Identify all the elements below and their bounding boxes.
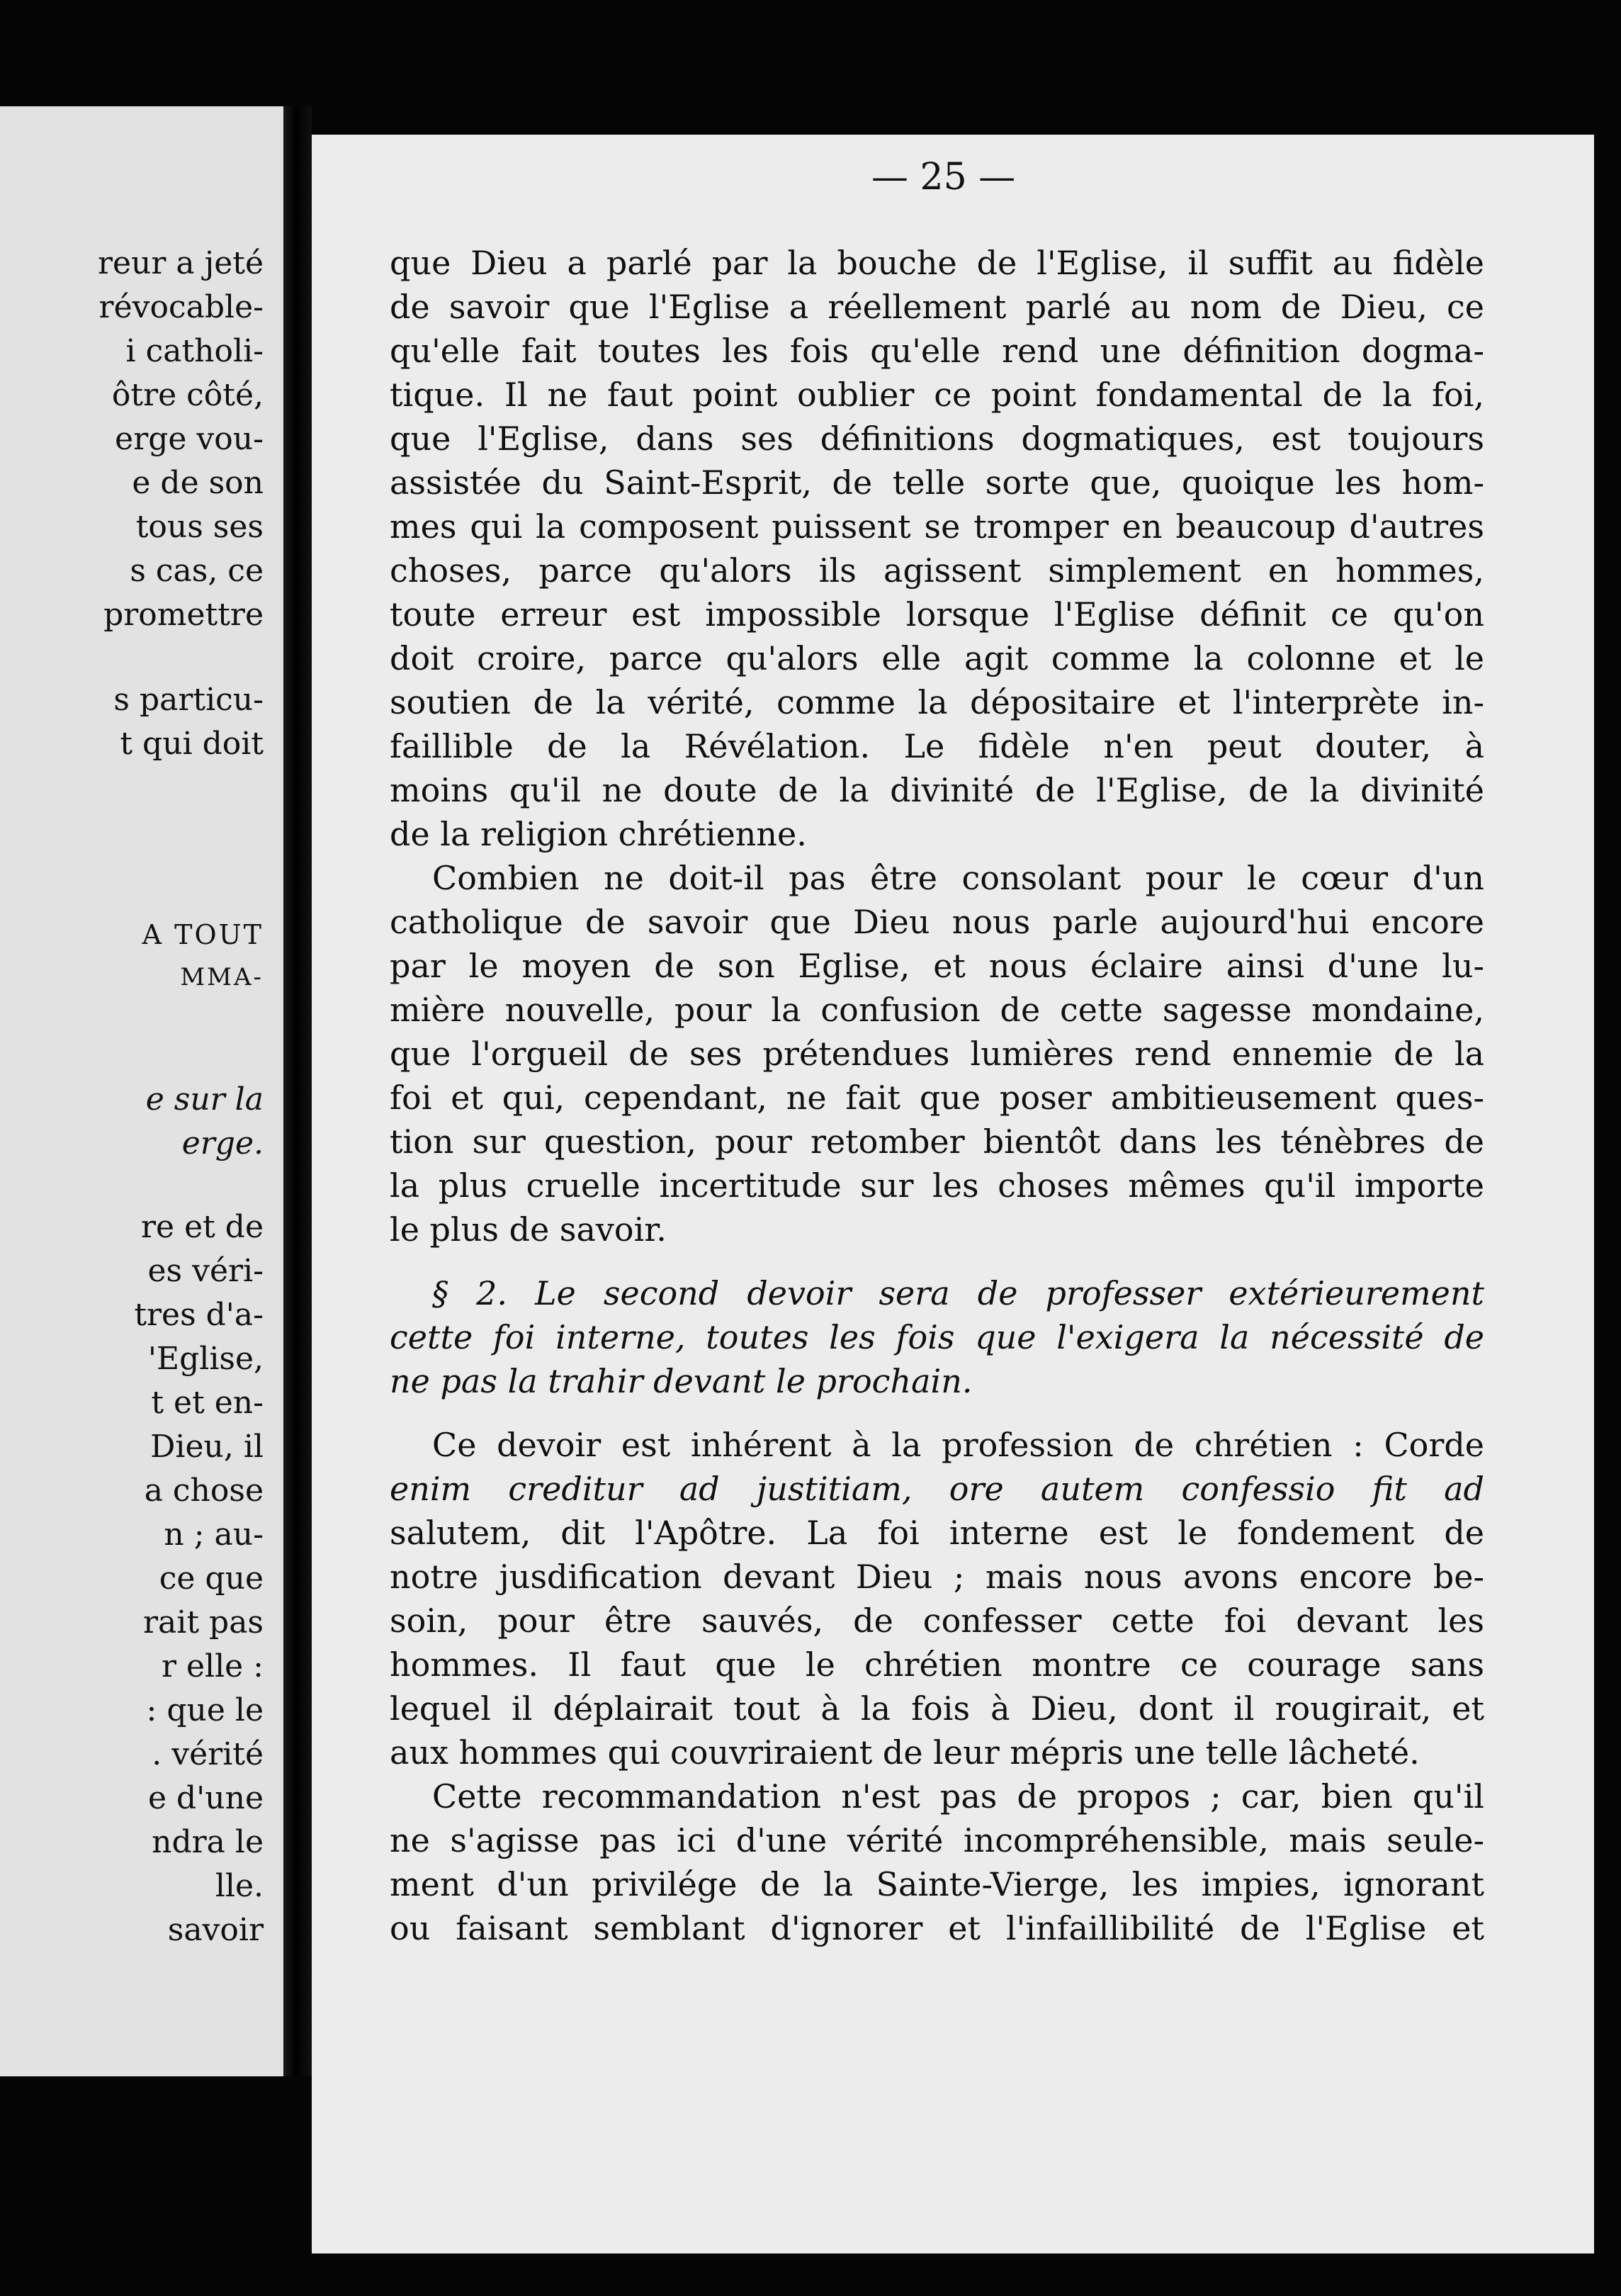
left-line: r elle :	[161, 1648, 264, 1684]
text-line: enim creditur ad justitiam, ore autem confessio fit ad	[390, 1470, 1484, 1508]
left-line: savoir	[167, 1912, 264, 1948]
left-line: i catholi-	[125, 333, 264, 369]
text-line: de la religion chrétienne.	[390, 815, 807, 853]
left-line-heading: MMA-	[180, 963, 264, 991]
text-line: aux hommes qui couvriraient de leur mépris une telle lâcheté.	[390, 1733, 1420, 1772]
text-line: notre jusdification devant Dieu ; mais nous avons encore be-	[390, 1558, 1484, 1596]
left-line: ôtre côté,	[111, 377, 264, 413]
left-line-italic: e sur la	[145, 1081, 264, 1118]
left-line: 'Eglise,	[147, 1341, 264, 1377]
text-line: que l'Eglise, dans ses définitions dogmatiques, est toujours	[390, 420, 1484, 458]
left-line: promettre	[103, 597, 264, 633]
text-line: de savoir que l'Eglise a réellement parlé au nom de Dieu, ce	[390, 288, 1484, 326]
text-line: qu'elle fait toutes les fois qu'elle rend une définition dogma-	[390, 332, 1484, 370]
left-line: s cas, ce	[130, 553, 264, 589]
left-line: tous ses	[135, 509, 264, 545]
right-page	[312, 135, 1594, 2253]
page-number: — 25 —	[871, 156, 1016, 198]
left-line: ndra le	[152, 1824, 264, 1860]
left-line: ce que	[159, 1560, 264, 1597]
text-line: ou faisant semblant d'ignorer et l'infaillibilité de l'Eglise et	[390, 1909, 1484, 1947]
text-line: Combien ne doit-il pas être consolant pour le cœur d'un	[432, 859, 1484, 897]
paragraph	[390, 856, 1484, 1251]
paragraph	[390, 1423, 1484, 1774]
left-line: tres d'a-	[134, 1297, 264, 1333]
left-line: e d'une	[147, 1780, 264, 1816]
text-line: tion sur question, pour retomber bientôt dans les ténèbres de	[390, 1122, 1484, 1161]
left-line: re et de	[141, 1209, 264, 1245]
left-line: . vérité	[152, 1736, 264, 1772]
text-line: foi et qui, cependant, ne fait que poser ambitieusement ques-	[390, 1079, 1484, 1117]
text-line: que Dieu a parlé par la bouche de l'Eglise, il suffit au fidèle	[390, 244, 1484, 282]
book-gutter	[283, 106, 312, 2076]
left-line: lle.	[215, 1868, 264, 1904]
section-heading	[390, 1271, 1484, 1403]
left-line: révocable-	[98, 289, 264, 325]
paragraph	[390, 1774, 1484, 1950]
text-line: assistée du Saint-Esprit, de telle sorte que, quoique les hom-	[390, 463, 1484, 502]
text-line: par le moyen de son Eglise, et nous éclaire ainsi d'une lu-	[390, 947, 1484, 985]
left-line: Dieu, il	[150, 1429, 264, 1465]
page-body	[390, 241, 1484, 1950]
text-line: que l'orgueil de ses prétendues lumières rend ennemie de la	[390, 1035, 1484, 1073]
text-line: Ce devoir est inhérent à la profession de chrétien : Corde	[432, 1426, 1484, 1464]
left-line: e de son	[132, 465, 264, 501]
left-line: es véri-	[147, 1253, 264, 1289]
text-line: salutem, dit l'Apôtre. La foi interne est le fondement de	[390, 1514, 1484, 1552]
text-line: Cette recommandation n'est pas de propos ; car, bien qu'il	[432, 1777, 1484, 1816]
paragraph	[390, 241, 1484, 856]
text-line: mes qui la composent puissent se tromper en beaucoup d'autres	[390, 507, 1484, 546]
text-line: le plus de savoir.	[390, 1210, 667, 1249]
text-line: ment d'un privilége de la Sainte-Vierge, les impies, ignorant	[390, 1865, 1484, 1903]
text-line: catholique de savoir que Dieu nous parle aujourd'hui encore	[390, 903, 1484, 941]
text-line: soin, pour être sauvés, de confesser cette foi devant les	[390, 1602, 1484, 1640]
left-line-heading: A TOUT	[142, 919, 264, 950]
left-line: t et en-	[151, 1385, 264, 1421]
text-line: mière nouvelle, pour la confusion de cette sagesse mondaine,	[390, 991, 1484, 1029]
text-line: § 2. Le second devoir sera de professer extérieurement	[432, 1274, 1484, 1312]
left-line: t qui doit	[120, 726, 264, 762]
left-line: erge vou-	[115, 421, 264, 457]
text-line: la plus cruelle incertitude sur les choses mêmes qu'il importe	[390, 1166, 1484, 1205]
left-line: n ; au-	[164, 1516, 264, 1553]
left-line: rait pas	[143, 1604, 264, 1641]
text-line: faillible de la Révélation. Le fidèle n'en peut douter, à	[390, 727, 1484, 765]
text-line: toute erreur est impossible lorsque l'Eglise définit ce qu'on	[390, 595, 1484, 634]
text-line: moins qu'il ne doute de la divinité de l'Eglise, de la divinité	[390, 771, 1484, 809]
text-line: ne pas la trahir devant le prochain.	[390, 1362, 973, 1400]
text-line: tique. Il ne faut point oublier ce point fondamental de la foi,	[390, 376, 1484, 414]
text-line: doit croire, parce qu'alors elle agit comme la colonne et le	[390, 639, 1484, 677]
left-page-fragment	[0, 106, 283, 2076]
left-line-italic: erge.	[181, 1125, 264, 1161]
text-line: lequel il déplairait tout à la fois à Dieu, dont il rougirait, et	[390, 1689, 1484, 1728]
text-line: choses, parce qu'alors ils agissent simplement en hommes,	[390, 551, 1484, 590]
text-line: hommes. Il faut que le chrétien montre ce courage sans	[390, 1645, 1484, 1684]
left-line: a chose	[144, 1473, 264, 1509]
text-line: soutien de la vérité, comme la dépositaire et l'interprète in-	[390, 683, 1484, 721]
left-line: s particu-	[113, 682, 264, 718]
left-line: : que le	[146, 1692, 264, 1728]
text-line: cette foi interne, toutes les fois que l'exigera la nécessité de	[390, 1318, 1484, 1356]
text-line: ne s'agisse pas ici d'une vérité incompréhensible, mais seule-	[390, 1821, 1484, 1859]
left-line: reur a jeté	[97, 245, 264, 281]
